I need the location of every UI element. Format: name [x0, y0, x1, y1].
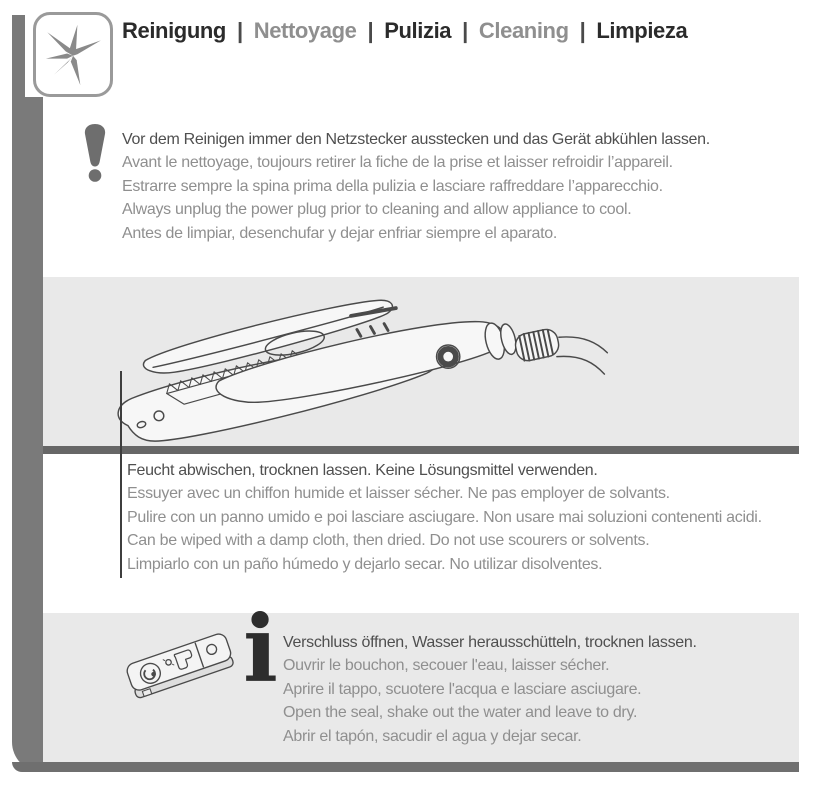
- title-separator: |: [236, 18, 243, 43]
- title-nettoyage: Nettoyage: [253, 18, 357, 43]
- bottom-frame-bar: [12, 762, 799, 772]
- page-title: [122, 15, 687, 47]
- warning-text-block: [122, 128, 710, 245]
- exclamation-warning-icon: [84, 124, 106, 182]
- sparkle-star-icon: [42, 22, 104, 88]
- cleaning-line-de: Feucht abwischen, trocknen lassen. Keine Lösungsmittel verwenden.: [127, 462, 598, 479]
- warning-line-de: Vor dem Reinigen immer den Netzstecker ausstecken und das Gerät abkühlen lassen.: [122, 131, 710, 148]
- info-line-it: Aprire il tappo, scuotere l'acqua e lasciare asciugare.: [283, 680, 642, 698]
- warning-line-es: Antes de limpiar, desenchufar y dejar enfriar siempre el aparato.: [122, 224, 557, 242]
- title-limpieza: Limpieza: [596, 18, 688, 43]
- cleaning-line-en: Can be wiped with a damp cloth, then dried. Do not use scourers or solvents.: [127, 532, 650, 550]
- cleaning-text-block: [127, 459, 762, 576]
- warning-line-it: Estrarre sempre la spina prima della pulizia e lasciare raffreddare l’apparecchio.: [122, 177, 663, 195]
- water-reservoir-cap-illustration: [112, 618, 247, 706]
- title-separator: |: [367, 18, 374, 43]
- left-frame-bar: [12, 97, 43, 772]
- info-text-block: [283, 631, 697, 748]
- info-line-de: Verschluss öffnen, Wasser herausschütteln, trocknen lassen.: [283, 634, 697, 651]
- cleaning-line-it: Pulire con un panno umido e poi lasciare asciugare. Non usare mai soluzioni contenenti acidi.: [127, 508, 762, 526]
- info-line-es: Abrir el tapón, sacudir el agua y dejar secar.: [283, 727, 582, 745]
- info-line-fr: Ouvrir le bouchon, secouer l'eau, laisser sécher.: [283, 657, 610, 675]
- info-line-en: Open the seal, shake out the water and leave to dry.: [283, 704, 638, 722]
- title-separator: |: [462, 18, 468, 43]
- cleaning-line-es: Limpiarlo con un paño húmedo y dejarlo secar. No utilizar disolventes.: [127, 555, 603, 573]
- title-reinigung: Reinigung: [122, 18, 226, 43]
- left-frame-bar-top: [12, 15, 25, 99]
- warning-line-fr: Avant le nettoyage, toujours retirer la fiche de la prise et laisser refroidir l’appareil.: [122, 154, 673, 172]
- callout-line: [120, 371, 122, 578]
- cleaning-line-fr: Essuyer avec un chiffon humide et laisser sécher. Ne pas employer de solvants.: [127, 485, 670, 503]
- hair-straightener-illustration: [95, 279, 615, 444]
- title-separator: |: [579, 18, 586, 43]
- band-divider-strip: [43, 446, 799, 454]
- title-cleaning: Cleaning: [478, 18, 569, 43]
- section-icon-box: [33, 12, 113, 97]
- info-icon: i: [243, 595, 278, 703]
- warning-line-en: Always unplug the power plug prior to cleaning and allow appliance to cool.: [122, 201, 632, 219]
- title-pulizia: Pulizia: [384, 18, 452, 43]
